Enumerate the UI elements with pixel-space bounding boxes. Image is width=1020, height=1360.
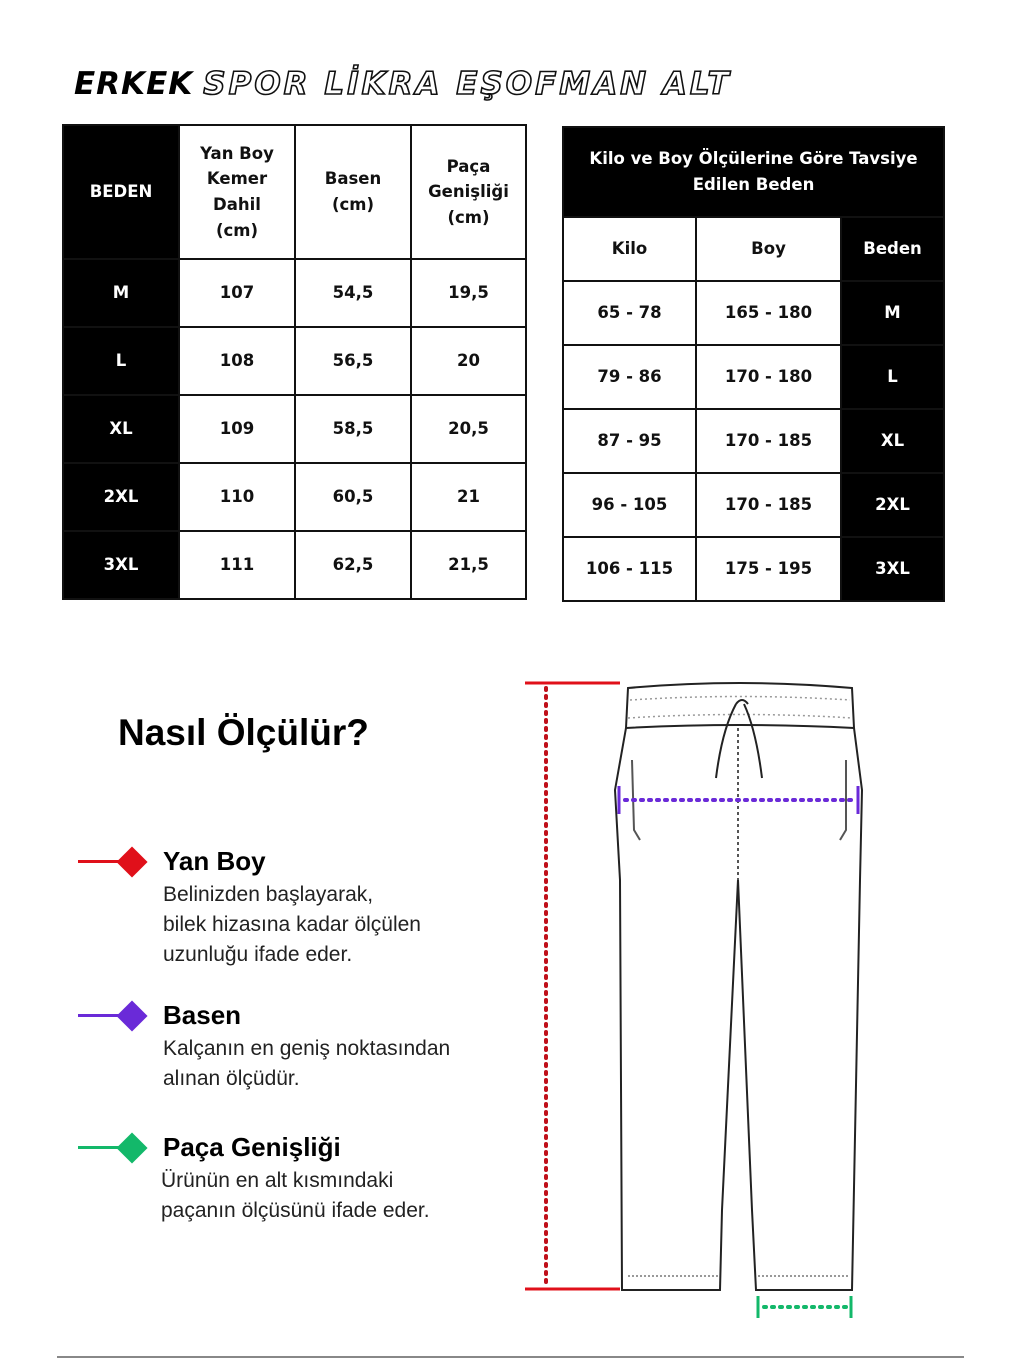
paca-cell: 20	[411, 327, 526, 395]
beden-cell: XL	[841, 409, 944, 473]
yan-boy-cell: 109	[179, 395, 295, 463]
basen-cell: 56,5	[295, 327, 411, 395]
legend-title: Yan Boy	[163, 846, 266, 876]
header-yan-boy: Yan Boy Kemer Dahil (cm)	[179, 125, 295, 259]
yan-boy-cell: 108	[179, 327, 295, 395]
header-beden: Beden	[841, 217, 944, 281]
title-rest: SPOR LİKRA EŞOFMAN ALT	[203, 66, 732, 102]
size-cell: XL	[63, 395, 179, 463]
kilo-cell: 79 - 86	[563, 345, 696, 409]
basen-cell: 54,5	[295, 259, 411, 327]
paca-cell: 21,5	[411, 531, 526, 599]
yan-boy-cell: 107	[179, 259, 295, 327]
yan-boy-cell: 111	[179, 531, 295, 599]
basen-cell: 58,5	[295, 395, 411, 463]
header-kilo: Kilo	[563, 217, 696, 281]
size-cell: 2XL	[63, 463, 179, 531]
legend-desc: Ürünün en alt kısmındaki paçanın ölçüsünü ifade eder.	[161, 1169, 430, 1222]
header-paca: Paça Genişliği (cm)	[411, 125, 526, 259]
boy-cell: 170 - 185	[696, 473, 841, 537]
length-measure-line	[525, 683, 620, 1289]
paca-cell: 21	[411, 463, 526, 531]
boy-cell: 175 - 195	[696, 537, 841, 601]
beden-cell: 3XL	[841, 537, 944, 601]
legend-desc: Kalçanın en geniş noktasından alınan ölçüdür.	[163, 1037, 451, 1090]
paca-cell: 19,5	[411, 259, 526, 327]
hem-measure-line	[758, 1296, 851, 1318]
paca-cell: 20,5	[411, 395, 526, 463]
basen-cell: 60,5	[295, 463, 411, 531]
kilo-cell: 96 - 105	[563, 473, 696, 537]
bottom-divider	[57, 1356, 964, 1358]
kilo-cell: 65 - 78	[563, 281, 696, 345]
legend-title: Basen	[163, 1000, 242, 1030]
size-cell: 3XL	[63, 531, 179, 599]
title-bold: ERKEK	[74, 66, 194, 102]
legend-desc: Belinizden başlayarak, bilek hizasına kadar ölçülen uzunluğu ifade eder.	[163, 883, 421, 966]
basen-cell: 62,5	[295, 531, 411, 599]
kilo-cell: 106 - 115	[563, 537, 696, 601]
size-cell: L	[63, 327, 179, 395]
beden-cell: L	[841, 345, 944, 409]
pants-outline	[615, 683, 862, 1290]
boy-cell: 170 - 185	[696, 409, 841, 473]
header-basen: Basen (cm)	[295, 125, 411, 259]
beden-cell: M	[841, 281, 944, 345]
boy-cell: 170 - 180	[696, 345, 841, 409]
how-to-heading: Nasıl Ölçülür?	[118, 712, 369, 753]
header-boy: Boy	[696, 217, 841, 281]
recommend-title: Kilo ve Boy Ölçülerine Göre Tavsiye Edilen Beden	[563, 127, 944, 217]
beden-cell: 2XL	[841, 473, 944, 537]
header-beden: BEDEN	[63, 125, 179, 259]
yan-boy-cell: 110	[179, 463, 295, 531]
legend-title: Paça Genişliği	[163, 1132, 341, 1162]
size-cell: M	[63, 259, 179, 327]
kilo-cell: 87 - 95	[563, 409, 696, 473]
boy-cell: 165 - 180	[696, 281, 841, 345]
